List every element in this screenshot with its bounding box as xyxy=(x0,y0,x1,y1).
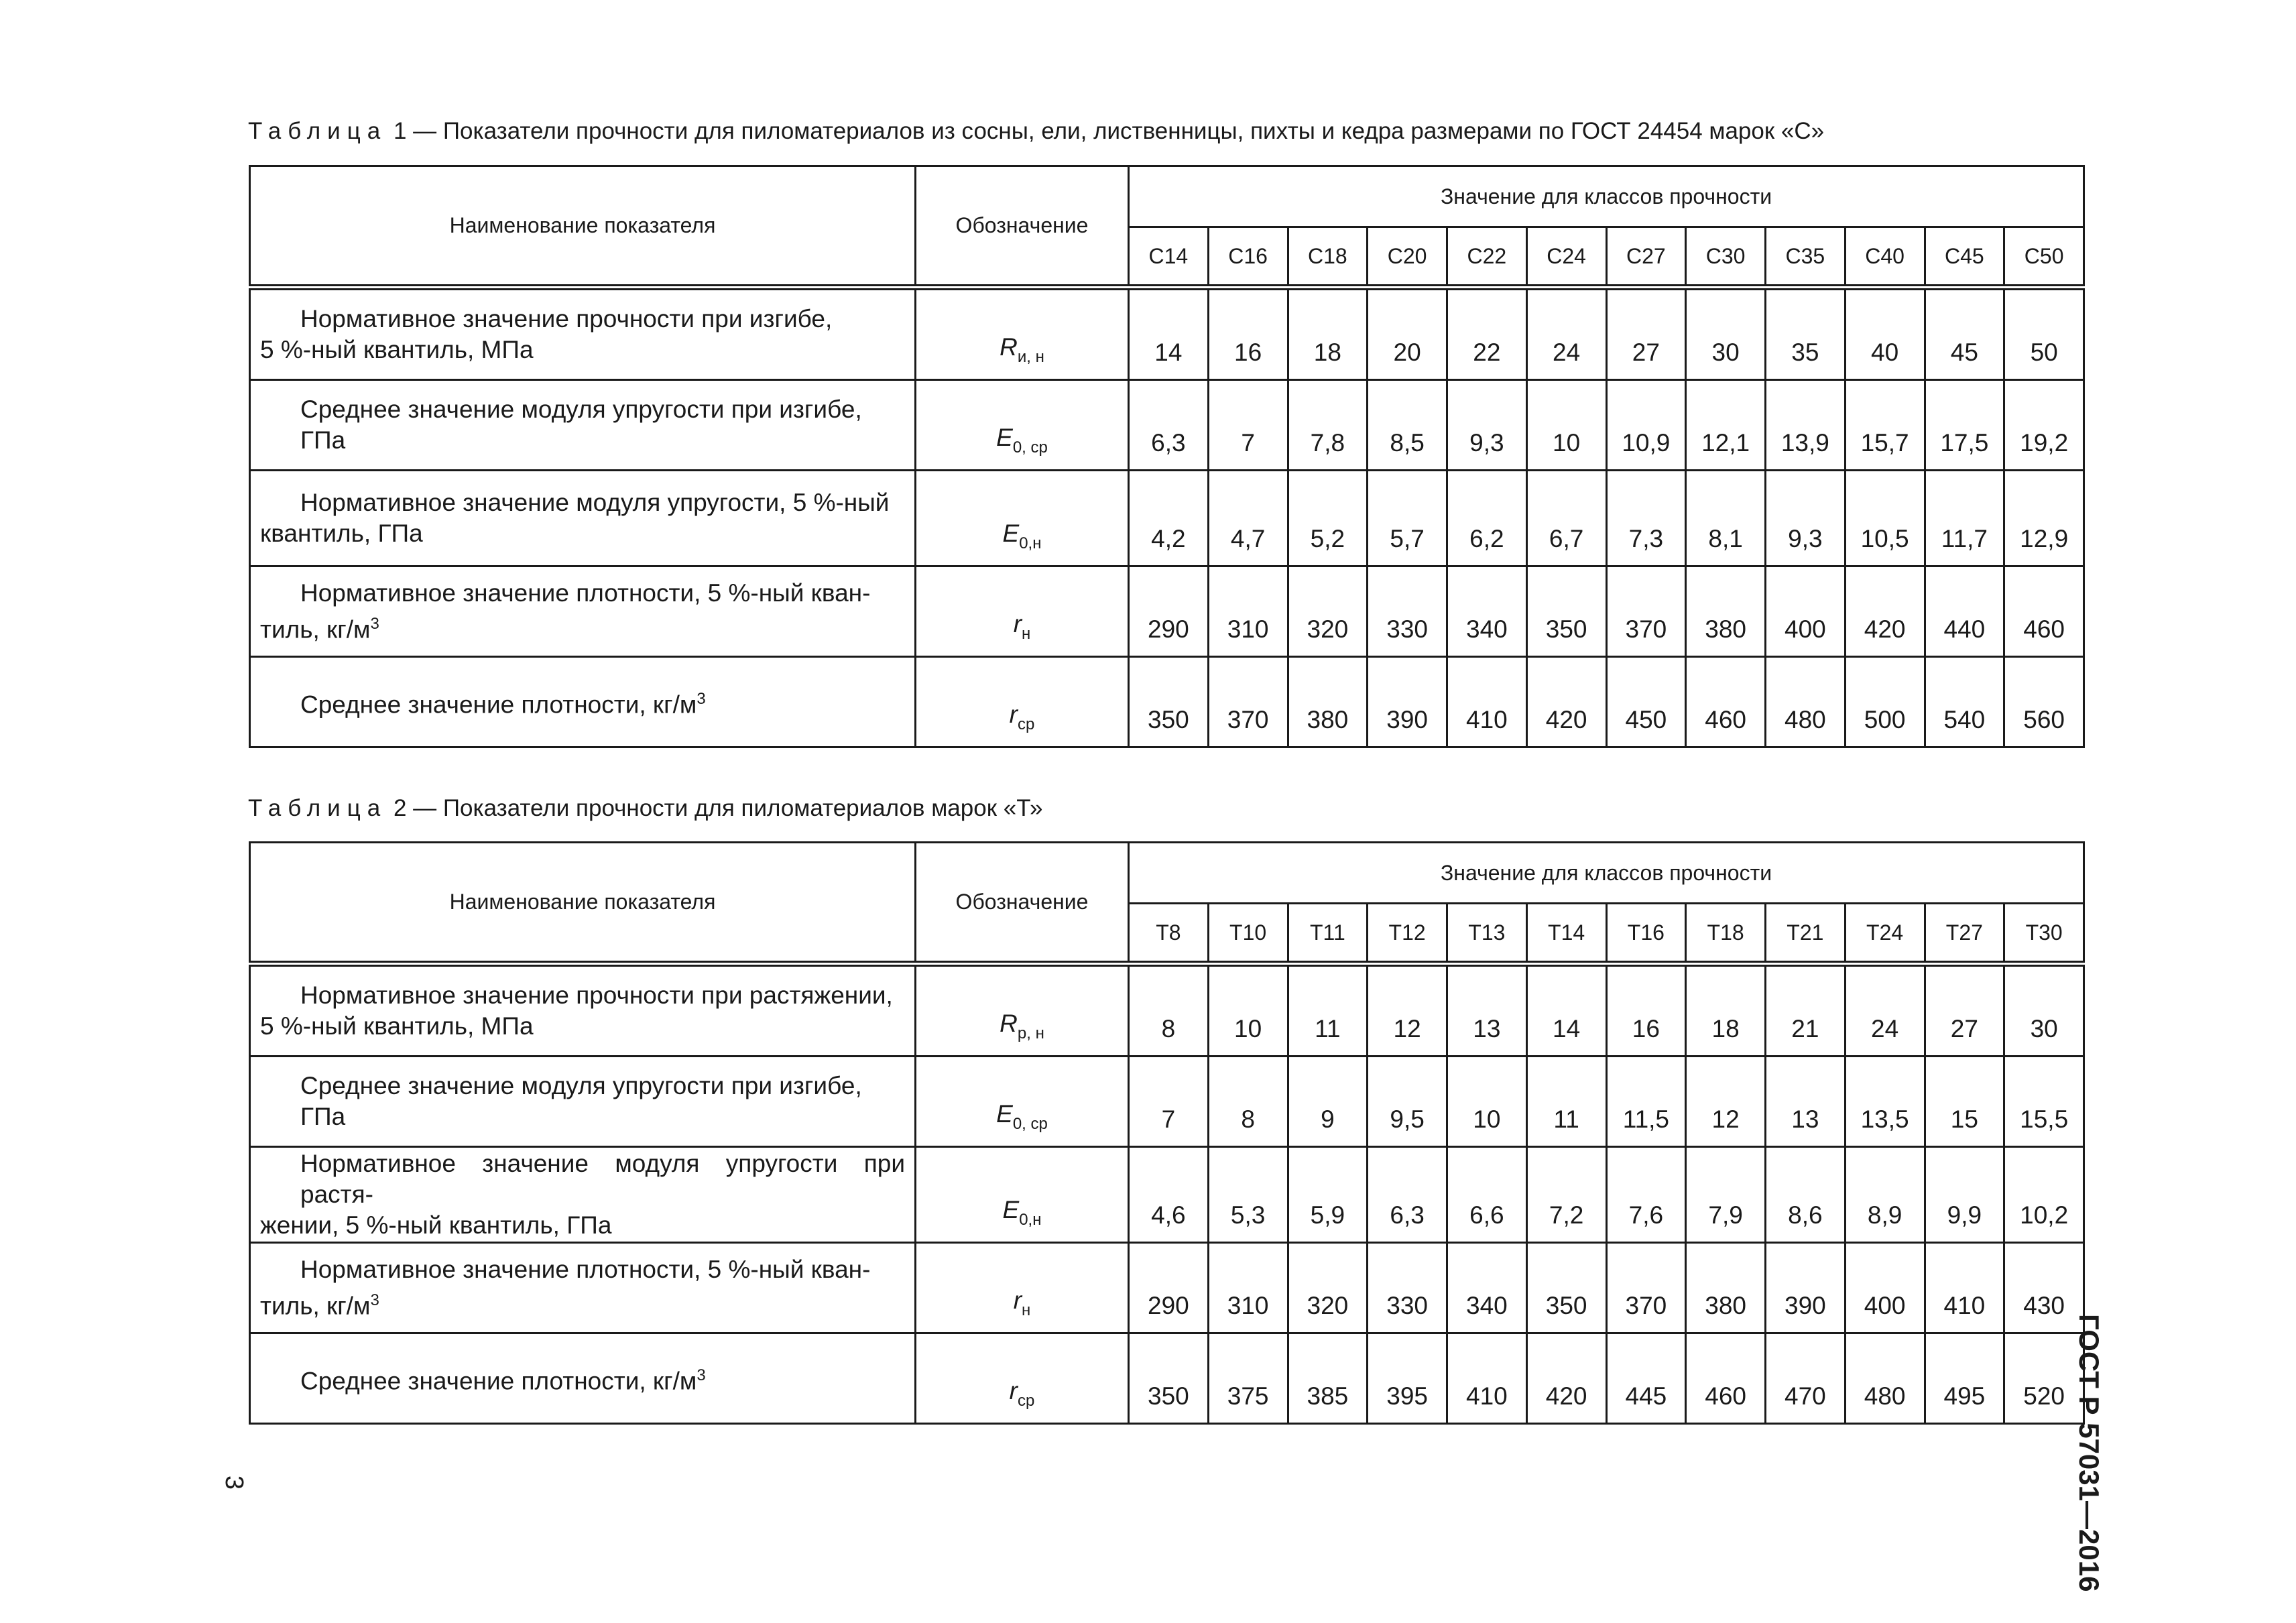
class-header: T12 xyxy=(1368,904,1447,964)
value-cell: 17,5 xyxy=(1925,380,2004,471)
row-name-line xyxy=(260,1254,905,1285)
row-name xyxy=(250,657,916,747)
value-cell: 375 xyxy=(1208,1333,1288,1424)
value-cell: 310 xyxy=(1208,1243,1288,1333)
value-cell: 380 xyxy=(1288,657,1368,747)
value-cell: 13 xyxy=(1447,964,1527,1057)
symbol-subscript: и, н xyxy=(1017,348,1044,366)
value-cell: 320 xyxy=(1288,1243,1368,1333)
value-cell: 11,7 xyxy=(1925,471,2004,566)
class-header: C45 xyxy=(1925,227,2004,288)
value-cell: 19,2 xyxy=(2004,380,2084,471)
value-cell: 410 xyxy=(1447,1333,1527,1424)
class-header: T8 xyxy=(1129,904,1209,964)
value-cell: 290 xyxy=(1129,566,1209,657)
row-name-line xyxy=(260,684,905,720)
value-cell: 540 xyxy=(1925,657,2004,747)
value-cell: 385 xyxy=(1288,1333,1368,1424)
value-cell: 8,9 xyxy=(1845,1147,1925,1243)
row-name-text: 5 %-ный квантиль, МПа xyxy=(260,1012,534,1040)
row-name xyxy=(250,1147,916,1243)
value-cell: 430 xyxy=(2004,1243,2084,1333)
row-name-line xyxy=(260,518,905,549)
value-cell: 30 xyxy=(1686,288,1766,380)
class-header: C27 xyxy=(1606,227,1686,288)
class-header: T11 xyxy=(1288,904,1368,964)
value-cell: 330 xyxy=(1368,1243,1447,1333)
class-header: C50 xyxy=(2004,227,2084,288)
value-cell: 35 xyxy=(1766,288,1846,380)
unit-exponent: 3 xyxy=(697,1366,706,1384)
row-name xyxy=(250,566,916,657)
value-cell: 9,9 xyxy=(1925,1147,2004,1243)
value-cell: 390 xyxy=(1766,1243,1846,1333)
row-name-text: Среднее значение плотности, кг/м xyxy=(300,690,697,719)
column-header-symbol: Обозначение xyxy=(916,166,1129,288)
value-cell: 4,2 xyxy=(1129,471,1209,566)
row-name xyxy=(250,471,916,566)
value-cell: 6,3 xyxy=(1129,380,1209,471)
row-symbol xyxy=(916,1147,1129,1243)
value-cell: 7,6 xyxy=(1606,1147,1686,1243)
symbol-letter: r xyxy=(1009,1377,1018,1404)
class-header: T16 xyxy=(1606,904,1686,964)
value-cell: 15,5 xyxy=(2004,1057,2084,1147)
value-cell: 395 xyxy=(1368,1333,1447,1424)
value-cell: 12 xyxy=(1686,1057,1766,1147)
table-row xyxy=(250,380,2084,471)
symbol-subscript: 0,н xyxy=(1019,534,1042,552)
row-symbol xyxy=(916,1243,1129,1333)
row-name xyxy=(250,288,916,380)
value-cell: 380 xyxy=(1686,566,1766,657)
value-cell: 6,2 xyxy=(1447,471,1527,566)
value-cell: 440 xyxy=(1925,566,2004,657)
value-cell: 6,3 xyxy=(1368,1147,1447,1243)
row-symbol xyxy=(916,1333,1129,1424)
class-header: C40 xyxy=(1845,227,1925,288)
table-row xyxy=(250,566,2084,657)
row-name xyxy=(250,1243,916,1333)
value-cell: 7,8 xyxy=(1288,380,1368,471)
symbol-letter: R xyxy=(1000,1010,1018,1037)
symbol-subscript: н xyxy=(1022,625,1031,643)
table1 xyxy=(249,165,2085,748)
row-symbol xyxy=(916,288,1129,380)
table1-caption-text: 1 — Показатели прочности для пиломатериалов из сосны, ели, лиственницы, пихты и кедра размерами по ГОСТ 24454 марок «С» xyxy=(393,118,1825,144)
value-cell: 14 xyxy=(1129,288,1209,380)
value-cell: 480 xyxy=(1766,657,1846,747)
value-cell: 350 xyxy=(1129,657,1209,747)
class-header: T13 xyxy=(1447,904,1527,964)
row-name-line xyxy=(260,394,905,456)
value-cell: 370 xyxy=(1208,657,1288,747)
row-name-text: Нормативное значение плотности, 5 %-ный кван- xyxy=(300,579,871,607)
value-cell: 370 xyxy=(1606,566,1686,657)
symbol-subscript: ср xyxy=(1017,1392,1035,1410)
table-row xyxy=(250,288,2084,380)
row-name-line xyxy=(260,304,905,335)
value-cell: 370 xyxy=(1606,1243,1686,1333)
row-name xyxy=(250,1333,916,1424)
value-cell: 460 xyxy=(2004,566,2084,657)
row-name-text: тиль, кг/м xyxy=(260,1292,371,1320)
row-name-line xyxy=(260,335,905,365)
table-row xyxy=(250,1057,2084,1147)
value-cell: 9,5 xyxy=(1368,1057,1447,1147)
value-cell: 460 xyxy=(1686,657,1766,747)
row-symbol xyxy=(916,471,1129,566)
value-cell: 410 xyxy=(1447,657,1527,747)
value-cell: 13,9 xyxy=(1766,380,1846,471)
table2-caption-text: 2 — Показатели прочности для пиломатериалов марок «Т» xyxy=(393,795,1043,821)
row-symbol xyxy=(916,1057,1129,1147)
header-row xyxy=(250,843,2084,904)
class-header: C16 xyxy=(1208,227,1288,288)
class-header: C18 xyxy=(1288,227,1368,288)
header-row xyxy=(250,166,2084,227)
value-cell: 4,7 xyxy=(1208,471,1288,566)
value-cell: 7 xyxy=(1129,1057,1209,1147)
value-cell: 24 xyxy=(1845,964,1925,1057)
value-cell: 6,6 xyxy=(1447,1147,1527,1243)
value-cell: 5,3 xyxy=(1208,1147,1288,1243)
row-name-text: Нормативное значение прочности при изгибе, xyxy=(300,305,833,333)
symbol-subscript: н xyxy=(1022,1301,1031,1319)
value-cell: 9,3 xyxy=(1447,380,1527,471)
value-cell: 30 xyxy=(2004,964,2084,1057)
value-cell: 24 xyxy=(1526,288,1606,380)
row-name-text: Нормативное значение прочности при растяжении, xyxy=(300,981,893,1009)
value-cell: 18 xyxy=(1686,964,1766,1057)
value-cell: 11,5 xyxy=(1606,1057,1686,1147)
value-cell: 7,3 xyxy=(1606,471,1686,566)
class-header: T30 xyxy=(2004,904,2084,964)
value-cell: 45 xyxy=(1925,288,2004,380)
value-cell: 5,7 xyxy=(1368,471,1447,566)
row-symbol xyxy=(916,380,1129,471)
value-cell: 445 xyxy=(1606,1333,1686,1424)
value-cell: 20 xyxy=(1368,288,1447,380)
row-name xyxy=(250,380,916,471)
value-cell: 330 xyxy=(1368,566,1447,657)
row-name-text: Нормативное значение модуля упругости при растя- xyxy=(300,1150,905,1208)
class-header: T10 xyxy=(1208,904,1288,964)
class-header: C24 xyxy=(1526,227,1606,288)
row-name-line xyxy=(260,1360,905,1396)
value-cell: 40 xyxy=(1845,288,1925,380)
symbol-subscript: 0, ср xyxy=(1012,1115,1048,1133)
value-cell: 420 xyxy=(1526,657,1606,747)
row-name xyxy=(250,1057,916,1147)
row-symbol xyxy=(916,964,1129,1057)
row-name-text: квантиль, ГПа xyxy=(260,520,423,547)
symbol-subscript: р, н xyxy=(1017,1024,1044,1042)
row-name-line xyxy=(260,1285,905,1321)
table-row xyxy=(250,471,2084,566)
unit-exponent: 3 xyxy=(370,614,379,633)
value-cell: 495 xyxy=(1925,1333,2004,1424)
symbol-letter: E xyxy=(996,424,1013,451)
symbol-subscript: 0, ср xyxy=(1012,438,1048,457)
row-name-text: Среднее значение модуля упругости при изгибе, ГПа xyxy=(300,396,862,454)
row-name-line xyxy=(260,609,905,645)
row-name-text: тиль, кг/м xyxy=(260,615,371,644)
class-header: C35 xyxy=(1766,227,1846,288)
value-cell: 7,2 xyxy=(1526,1147,1606,1243)
value-cell: 12,1 xyxy=(1686,380,1766,471)
value-cell: 5,2 xyxy=(1288,471,1368,566)
page-number: 3 xyxy=(220,1475,249,1490)
value-cell: 450 xyxy=(1606,657,1686,747)
table-row xyxy=(250,964,2084,1057)
row-symbol xyxy=(916,657,1129,747)
value-cell: 350 xyxy=(1129,1333,1209,1424)
column-header-name: Наименование показателя xyxy=(250,843,916,964)
value-cell: 12,9 xyxy=(2004,471,2084,566)
table-row xyxy=(250,657,2084,747)
row-name-line xyxy=(260,980,905,1011)
class-header: C30 xyxy=(1686,227,1766,288)
value-cell: 16 xyxy=(1208,288,1288,380)
table1-caption xyxy=(248,119,1824,143)
value-cell: 50 xyxy=(2004,288,2084,380)
value-cell: 350 xyxy=(1526,566,1606,657)
value-cell: 8,6 xyxy=(1766,1147,1846,1243)
row-name-line xyxy=(260,487,905,518)
value-cell: 9,3 xyxy=(1766,471,1846,566)
value-cell: 11 xyxy=(1288,964,1368,1057)
column-header-symbol: Обозначение xyxy=(916,843,1129,964)
value-cell: 27 xyxy=(1606,288,1686,380)
class-header: T24 xyxy=(1845,904,1925,964)
row-name xyxy=(250,964,916,1057)
column-header-values: Значение для классов прочности xyxy=(1129,166,2084,227)
table-row xyxy=(250,1333,2084,1424)
column-header-name: Наименование показателя xyxy=(250,166,916,288)
value-cell: 340 xyxy=(1447,1243,1527,1333)
value-cell: 380 xyxy=(1686,1243,1766,1333)
value-cell: 8 xyxy=(1208,1057,1288,1147)
row-name-text: Среднее значение плотности, кг/м xyxy=(300,1367,697,1395)
value-cell: 15 xyxy=(1925,1057,2004,1147)
value-cell: 15,7 xyxy=(1845,380,1925,471)
value-cell: 7 xyxy=(1208,380,1288,471)
value-cell: 12 xyxy=(1368,964,1447,1057)
value-cell: 320 xyxy=(1288,566,1368,657)
document-designation: ГОСТ Р 57031—2016 xyxy=(2073,1314,2105,1592)
class-header: C22 xyxy=(1447,227,1527,288)
row-name-text: 5 %-ный квантиль, МПа xyxy=(260,336,534,363)
table-row xyxy=(250,1243,2084,1333)
class-header: C14 xyxy=(1129,227,1209,288)
value-cell: 310 xyxy=(1208,566,1288,657)
value-cell: 500 xyxy=(1845,657,1925,747)
symbol-letter: r xyxy=(1009,701,1018,728)
value-cell: 10,2 xyxy=(2004,1147,2084,1243)
table2-caption-word: Таблица xyxy=(248,795,387,821)
table1-caption-word: Таблица xyxy=(248,118,387,144)
symbol-subscript: ср xyxy=(1017,715,1035,733)
symbol-letter: r xyxy=(1013,610,1022,638)
value-cell: 18 xyxy=(1288,288,1368,380)
table2-caption xyxy=(248,796,1043,820)
class-header: T18 xyxy=(1686,904,1766,964)
unit-exponent: 3 xyxy=(697,689,706,708)
value-cell: 13 xyxy=(1766,1057,1846,1147)
row-name-text: Среднее значение модуля упругости при изгибе, ГПа xyxy=(300,1072,862,1130)
value-cell: 7,9 xyxy=(1686,1147,1766,1243)
row-name-line xyxy=(260,578,905,609)
value-cell: 22 xyxy=(1447,288,1527,380)
value-cell: 27 xyxy=(1925,964,2004,1057)
value-cell: 10 xyxy=(1208,964,1288,1057)
value-cell: 410 xyxy=(1925,1243,2004,1333)
value-cell: 14 xyxy=(1526,964,1606,1057)
symbol-letter: E xyxy=(996,1100,1013,1128)
value-cell: 520 xyxy=(2004,1333,2084,1424)
value-cell: 8,1 xyxy=(1686,471,1766,566)
class-header: T27 xyxy=(1925,904,2004,964)
column-header-values: Значение для классов прочности xyxy=(1129,843,2084,904)
row-name-text: Нормативное значение плотности, 5 %-ный кван- xyxy=(300,1255,871,1283)
value-cell: 420 xyxy=(1526,1333,1606,1424)
value-cell: 16 xyxy=(1606,964,1686,1057)
symbol-letter: E xyxy=(1002,1196,1020,1223)
symbol-letter: E xyxy=(1002,520,1020,547)
value-cell: 10 xyxy=(1526,380,1606,471)
row-name-line xyxy=(260,1071,905,1132)
value-cell: 11 xyxy=(1526,1057,1606,1147)
class-header: T14 xyxy=(1526,904,1606,964)
row-name-text: Нормативное значение модуля упругости, 5 %-ный xyxy=(300,489,890,516)
value-cell: 350 xyxy=(1526,1243,1606,1333)
value-cell: 420 xyxy=(1845,566,1925,657)
row-name-line xyxy=(260,1148,905,1210)
value-cell: 340 xyxy=(1447,566,1527,657)
value-cell: 6,7 xyxy=(1526,471,1606,566)
class-header: C20 xyxy=(1368,227,1447,288)
value-cell: 13,5 xyxy=(1845,1057,1925,1147)
value-cell: 400 xyxy=(1766,566,1846,657)
value-cell: 560 xyxy=(2004,657,2084,747)
value-cell: 4,6 xyxy=(1129,1147,1209,1243)
value-cell: 460 xyxy=(1686,1333,1766,1424)
row-name-text: жении, 5 %-ный квантиль, ГПа xyxy=(260,1211,612,1239)
value-cell: 9 xyxy=(1288,1057,1368,1147)
symbol-letter: r xyxy=(1013,1286,1022,1314)
value-cell: 10 xyxy=(1447,1057,1527,1147)
symbol-letter: R xyxy=(1000,333,1018,361)
value-cell: 400 xyxy=(1845,1243,1925,1333)
value-cell: 470 xyxy=(1766,1333,1846,1424)
class-header: T21 xyxy=(1766,904,1846,964)
value-cell: 5,9 xyxy=(1288,1147,1368,1243)
row-name-line xyxy=(260,1011,905,1042)
value-cell: 10,5 xyxy=(1845,471,1925,566)
value-cell: 21 xyxy=(1766,964,1846,1057)
table2 xyxy=(249,841,2085,1425)
row-name-line xyxy=(260,1210,905,1241)
symbol-subscript: 0,н xyxy=(1019,1211,1042,1229)
value-cell: 480 xyxy=(1845,1333,1925,1424)
row-symbol xyxy=(916,566,1129,657)
value-cell: 8,5 xyxy=(1368,380,1447,471)
unit-exponent: 3 xyxy=(370,1290,379,1309)
table-row xyxy=(250,1147,2084,1243)
value-cell: 290 xyxy=(1129,1243,1209,1333)
value-cell: 8 xyxy=(1129,964,1209,1057)
value-cell: 10,9 xyxy=(1606,380,1686,471)
value-cell: 390 xyxy=(1368,657,1447,747)
